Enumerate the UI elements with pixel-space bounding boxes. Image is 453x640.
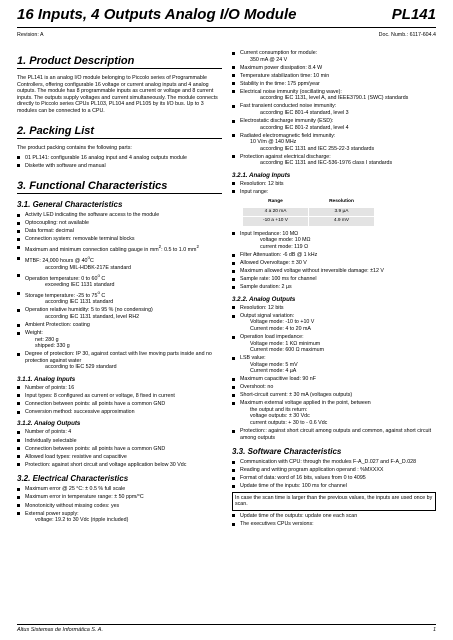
footer-divider: [17, 624, 436, 625]
text: Output signal variation:: [240, 312, 295, 319]
table-cell: -10 a +10 V: [243, 217, 309, 227]
footer-company: Altus Sistemas de Informática S. A.: [17, 627, 103, 633]
list-item: Sample rate: 100 ms for channel: [232, 276, 436, 283]
text: MTBF: 24,000 hours @ 40: [25, 258, 88, 265]
section-functional-heading: 3. Functional Characteristics: [17, 180, 222, 194]
sub-line: Current mode: 4 to 20 mA: [250, 325, 311, 332]
list-item: Temperature stabilization time: 10 min: [232, 73, 436, 80]
list-item: [17, 307, 222, 320]
sub-line: according IEC 801-4 standard, level 3: [260, 109, 349, 116]
list-item: [17, 244, 222, 253]
electrical-analog-inputs-heading: 3.2.1. Analog Inputs: [232, 171, 291, 179]
table-cell: 4 a 20 mA: [243, 207, 309, 217]
input-range-table: [242, 198, 375, 227]
list-item: Filter Attenuation: -6 dB @ 1 kHz: [232, 252, 436, 259]
list-item: Maximum error in temperature range: ± 50 ppm/°C: [17, 494, 222, 501]
electrical-analog-outputs-list: [232, 305, 436, 441]
sub-line: net: 280 g: [35, 336, 59, 343]
scan-time-note: In case the scan time is larger than the previous values, the inputs are used once by scan.: [232, 492, 436, 511]
sub-line: exceeding IEC 1131 standard: [45, 281, 115, 288]
analog-inputs-list: [17, 385, 222, 416]
list-item: [17, 351, 222, 371]
list-item: [232, 103, 436, 116]
sub-line: Voltage mode: -10 to +10 V: [250, 319, 315, 326]
software-characteristics-heading: 3.3. Software Characteristics: [232, 447, 342, 457]
text: Degree of protection: IP 30, against contact with live moving parts inside and no protection against water: [25, 351, 212, 364]
list-item: [232, 231, 436, 251]
list-item: [232, 313, 436, 333]
text: Radiated electromagnetic field immunity:: [240, 132, 336, 139]
list-item: [232, 334, 436, 354]
electrical-analog-inputs-list-2: [232, 231, 436, 291]
packing-list: [17, 155, 222, 170]
text: Operation load impedance:: [240, 334, 304, 340]
list-item: Number of points: 4: [17, 429, 222, 436]
header-divider: [17, 27, 436, 28]
list-item: [232, 50, 436, 63]
list-item: Allowed Overvoltage: ± 30 V: [232, 260, 436, 267]
list-item: Update time of the inputs: 100 ms for channel: [232, 483, 436, 490]
list-item: Update time of the outputs: update one each scan: [232, 513, 436, 520]
text: Operation temperature: 0 to 60: [25, 275, 98, 282]
right-column: [232, 44, 436, 529]
superscript: 2: [196, 244, 199, 250]
list-item: Monotonicity without missing codes: yes: [17, 503, 222, 510]
text: Input Impedance: 10 MΩ: [240, 230, 299, 237]
list-item: [232, 89, 436, 102]
electrical-characteristics-heading: 3.2. Electrical Characteristics: [17, 474, 129, 484]
product-code: PL141: [391, 6, 436, 23]
list-item: [17, 290, 222, 306]
list-item: Number of points: 16: [17, 385, 222, 392]
list-item: Data format: decimal: [17, 228, 222, 235]
text: Electrical noise immunity (oscillating wave):: [240, 88, 342, 95]
sub-line: according IEC 1131 and IEC-536-1976 class I standards: [260, 160, 393, 167]
section-packing-list-heading: 2. Packing List: [17, 125, 222, 139]
table-row: [243, 217, 375, 227]
electrical-characteristics-list: [17, 486, 222, 523]
text: C: [99, 292, 106, 299]
sub-line: 10 V/m @ 140 MHz: [250, 139, 297, 146]
list-item: Conversion method: successive approximation: [17, 409, 222, 416]
list-item: [232, 154, 436, 167]
superscript: o: [87, 255, 90, 261]
revision-label: Revision: A: [17, 32, 44, 38]
list-item: Protection: against short circuit and voltage application below 30 Vdc: [17, 462, 222, 469]
page-number: 1: [432, 627, 436, 633]
list-item: [17, 273, 222, 289]
list-item: [232, 133, 436, 153]
list-item: Communication with CPU: through the modules F-A_D.027 and F-A_D.028: [232, 459, 436, 466]
sub-line: voltage mode: 10 MΩ: [260, 237, 311, 244]
section-product-description-heading: 1. Product Description: [17, 55, 222, 69]
sub-line: Current mode: 600 Ω maximum: [250, 347, 325, 353]
sub-line: according IEC 801-2 standard, level 4: [260, 124, 349, 131]
sub-line: the output and its return:: [250, 406, 308, 413]
list-item: [17, 511, 222, 524]
text: Weight:: [25, 330, 43, 337]
superscript: o: [97, 272, 100, 278]
list-item: Ambient Protection: coating: [17, 322, 222, 329]
software-characteristics-list: [232, 459, 436, 490]
general-characteristics-heading: 3.1. General Characteristics: [17, 200, 123, 210]
electrical-characteristics-continued: [232, 50, 436, 167]
sub-line: 350 mA @ 24 V: [250, 56, 288, 63]
table-header: Resolution: [329, 199, 354, 205]
packing-intro: The product packing contains the following parts:: [17, 145, 132, 151]
text: Fast transient conducted noise immunity:: [240, 103, 337, 110]
sub-line: according IEC 1131 standard, level RH2: [45, 313, 140, 320]
analog-inputs-heading: 3.1.1. Analog Inputs: [17, 375, 76, 383]
text: C: [99, 275, 106, 282]
list-item: [232, 355, 436, 375]
list-item: Connection system: removable terminal blocks: [17, 236, 222, 243]
list-item: Maximum allowed voltage without irreversible damage: ±12 V: [232, 268, 436, 275]
electrical-analog-outputs-heading: 3.2.2. Analog Outputs: [232, 295, 296, 303]
list-item: [232, 118, 436, 131]
list-item: Maximum error @ 25 °C: ± 0.5 % full scale: [17, 486, 222, 493]
packing-item: 01 PL141: configurable 16 analog input and 4 analog outputs module: [17, 155, 222, 162]
table-cell: 4.9 mV: [309, 217, 375, 227]
list-item: [17, 255, 222, 271]
list-item: Individually selectable: [17, 438, 222, 445]
sub-line: according IEC 1131 and IEC 255-22-3 standards: [260, 145, 375, 152]
text: Operation relative humidity: 5 to 95 % (no condensing): [25, 307, 153, 314]
document-title: 16 Inputs, 4 Outputs Analog I/O Module: [17, 6, 297, 23]
sub-line: according to IEC 529 standard: [45, 364, 117, 371]
list-item: Reading and writing program application operand : %MXXXX: [232, 467, 436, 474]
list-item: Activity LED indicating the software access to the module: [17, 212, 222, 219]
list-item: Sample duration: 2 µs: [232, 284, 436, 291]
text: Current consumption for module:: [240, 50, 318, 56]
sub-line: according MIL-HDBK-217E standard: [45, 264, 131, 271]
sub-line: voltage outputs: ± 30 Vdc: [250, 413, 310, 420]
packing-item: Diskette with software and manual: [17, 163, 222, 170]
sub-line: according IEC 1131, level A, and IEEE3790.1 (SWC) standards: [260, 95, 409, 102]
list-item: Format of data: word of 16 bits, values from 0 to 4095: [232, 475, 436, 482]
text: C: [89, 258, 94, 265]
text: LSB value:: [240, 355, 266, 362]
left-column: [17, 44, 222, 525]
list-item: Short-circuit current: ± 30 mA (voltages outputs): [232, 392, 436, 399]
list-item: Stability in the time: 175 ppm/year: [232, 81, 436, 88]
list-item: Resolution: 12 bits: [232, 305, 436, 312]
table-header: Range: [268, 199, 283, 205]
list-item: Allowed load types: resistive and capacitive: [17, 454, 222, 461]
table-row: [243, 207, 375, 217]
text: Maximum external voltage applied in the point, between: [240, 400, 371, 407]
sub-line: shipped: 330 g: [35, 343, 70, 350]
table-cell: 3.9 μA: [309, 207, 375, 217]
text: Protection against electrical discharge:: [240, 153, 331, 160]
list-item: Overshoot: no: [232, 384, 436, 391]
text: : 0.5 to 1.0 mm: [161, 247, 197, 254]
list-item: Input range:: [232, 189, 436, 196]
text: Electrostatic discharge immunity (ESD):: [240, 118, 334, 125]
list-item: Optocoupling: not available: [17, 220, 222, 227]
sub-line: Voltage mode: 5 mV: [250, 361, 298, 368]
software-characteristics-list-2: [232, 513, 436, 528]
list-item: [17, 330, 222, 350]
general-characteristics-list: [17, 212, 222, 371]
list-item: [232, 400, 436, 426]
list-item: Maximum capacitive load: 90 nF: [232, 376, 436, 383]
sub-line: voltage: 19.2 to 30 Vdc (ripple included): [35, 517, 129, 524]
sub-line: Voltage mode: 1 KΩ minimum: [250, 340, 321, 347]
list-item: The executives CPUs versions:: [232, 521, 436, 528]
list-item: Resolution: 12 bits: [232, 181, 436, 188]
text: External power supply:: [25, 510, 79, 517]
superscript: o: [97, 290, 100, 296]
product-description-text: The PL141 is an analog I/O module belonging to Piccolo series of Programmable Controllers, offering configurable 16 voltage or current analog inputs and 4 analog outputs. The module has 8 programmable inputs as current or voltage and 8 current inputs. The outputs supply voltages and current simultaneously. The module connects directly to Piccolo series CPUs PL103, PL104 and PL105 by its I/O bus. Up to 3 modules can be connected to a CPU.: [17, 75, 218, 114]
list-item: Connection between points: all points have a common GND: [17, 446, 222, 453]
list-item: Protection:: against short circuit among outputs and common, against short circuit among outputs: [232, 428, 436, 441]
sub-line: Current mode: 4 µA: [250, 368, 297, 375]
list-item: Connection between points: all points have a common GND: [17, 401, 222, 408]
electrical-analog-inputs-list: [232, 181, 436, 196]
list-item: Maximum power dissipation: 8.4 W: [232, 65, 436, 72]
text: Storage temperature: -25 to 75: [25, 292, 98, 299]
sub-line: according IEC 1131 standard: [45, 299, 114, 306]
doc-number-label: Doc. Numb.: 6117-604.4: [378, 32, 436, 38]
superscript: 2: [158, 244, 162, 250]
analog-outputs-list: [17, 429, 222, 468]
text: Maximum and minimum connection cabling gauge in mm: [25, 247, 159, 254]
sub-line: current mode: 119 Ω: [260, 243, 309, 250]
analog-outputs-heading: 3.1.2. Analog Outputs: [17, 420, 81, 428]
list-item: Input types: 8 configured as current or voltage, 8 fixed in current: [17, 393, 222, 400]
sub-line: current outputs: + 30 to - 0.6 Vdc: [250, 419, 328, 426]
